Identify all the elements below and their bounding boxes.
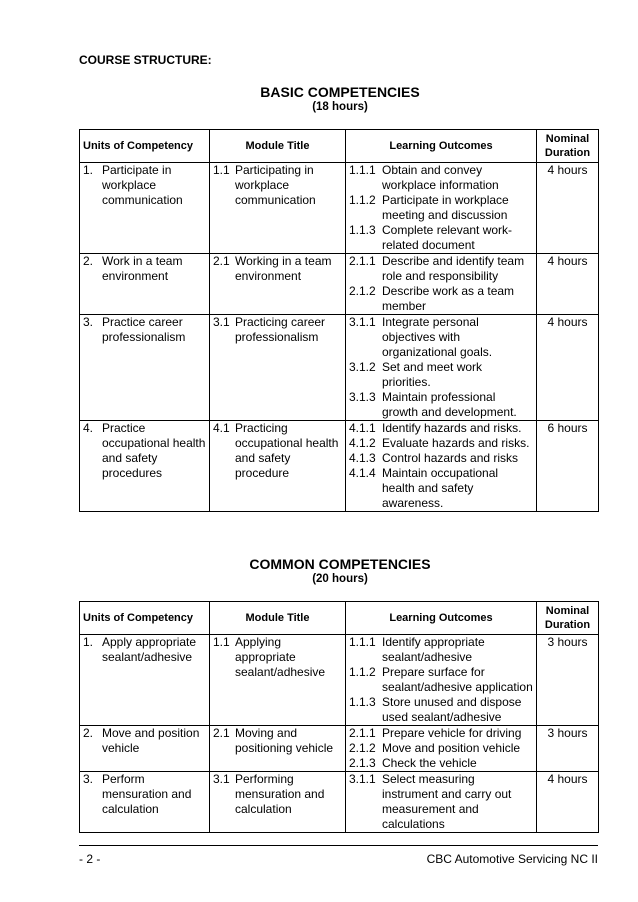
learning-outcome-item <box>349 390 533 420</box>
module-title: Practicing occupational health and safety procedure <box>235 421 339 480</box>
module-number: 2.1 <box>213 726 230 740</box>
outcome-number: 3.1.1 <box>349 315 376 329</box>
unit-title: Practice occupational health and safety procedures <box>102 421 206 480</box>
module-title: Moving and positioning vehicle <box>235 726 334 755</box>
outcome-text: Check the vehicle <box>382 756 477 770</box>
unit-title: Move and position vehicle <box>102 726 200 755</box>
unit-number: 3. <box>83 772 94 786</box>
learning-outcome-item <box>349 284 533 314</box>
outcome-text: Obtain and convey workplace information <box>382 163 499 192</box>
common-competencies-hours: (20 hours) <box>312 573 368 585</box>
nominal-duration-cell: 4 hours <box>537 772 599 833</box>
basic-competencies-hours: (18 hours) <box>312 101 368 113</box>
module-title: Performing mensuration and calculation <box>235 772 325 816</box>
unit-title: Work in a team environment <box>102 254 183 283</box>
learning-outcome-item <box>349 163 533 193</box>
outcome-number: 1.1.1 <box>349 635 376 649</box>
units-header: Units of Competency <box>80 602 210 635</box>
unit-of-competency-cell <box>80 163 210 254</box>
document-title: CBC Automotive Servicing NC II <box>426 852 598 866</box>
outcome-text: Participate in workplace meeting and discussion <box>382 193 509 222</box>
outcome-text: Maintain occupational health and safety awareness. <box>382 466 499 510</box>
outcome-number: 1.1.3 <box>349 695 376 709</box>
unit-of-competency-cell <box>80 421 210 512</box>
learning-outcome-item <box>349 421 533 436</box>
learning-outcome-item <box>349 772 533 832</box>
table-row <box>80 421 599 512</box>
outcome-number: 2.1.2 <box>349 741 376 755</box>
unit-number: 3. <box>83 315 94 329</box>
learning-outcomes-cell <box>346 421 537 512</box>
module-title-cell <box>210 772 346 833</box>
outcomes-header: Learning Outcomes <box>346 130 537 163</box>
unit-number: 2. <box>83 726 94 740</box>
outcome-text: Identify appropriate sealant/adhesive <box>382 635 485 664</box>
table-row <box>80 315 599 421</box>
module-number: 3.1 <box>213 315 230 329</box>
learning-outcome-item <box>349 665 533 695</box>
learning-outcome-item <box>349 315 533 360</box>
common-table-body <box>80 635 599 833</box>
outcome-text: Prepare vehicle for driving <box>382 726 522 740</box>
duration-header: Nominal Duration <box>537 130 599 163</box>
learning-outcome-item <box>349 726 533 741</box>
outcome-number: 1.1.3 <box>349 223 376 237</box>
unit-of-competency-cell <box>80 315 210 421</box>
unit-of-competency-cell <box>80 726 210 772</box>
outcome-number: 4.1.3 <box>349 451 376 465</box>
outcome-text: Prepare surface for sealant/adhesive application <box>382 665 533 694</box>
module-title: Participating in workplace communication <box>235 163 316 207</box>
duration-header: Nominal Duration <box>537 602 599 635</box>
learning-outcome-item <box>349 254 533 284</box>
learning-outcome-item <box>349 223 533 253</box>
outcome-text: Select measuring instrument and carry out measurement and calculations <box>382 772 512 831</box>
unit-number: 1. <box>83 163 94 177</box>
outcome-text: Integrate personal objectives with organizational goals. <box>382 315 493 359</box>
unit-of-competency-cell <box>80 772 210 833</box>
outcome-number: 2.1.1 <box>349 254 376 268</box>
outcome-number: 1.1.2 <box>349 193 376 207</box>
table-row <box>80 772 599 833</box>
basic-competencies-title: BASIC COMPETENCIES <box>260 84 420 100</box>
learning-outcome-item <box>349 466 533 511</box>
outcome-text: Move and position vehicle <box>382 741 521 755</box>
unit-title: Participate in workplace communication <box>102 163 183 207</box>
nominal-duration-cell: 4 hours <box>537 315 599 421</box>
outcome-number: 1.1.1 <box>349 163 376 177</box>
basic-competencies-table <box>79 129 599 512</box>
footer-divider <box>79 845 598 846</box>
outcome-text: Set and meet work priorities. <box>382 360 483 389</box>
unit-of-competency-cell <box>80 635 210 726</box>
outcome-number: 2.1.2 <box>349 284 376 298</box>
unit-number: 1. <box>83 635 94 649</box>
module-title: Practicing career professionalism <box>235 315 326 344</box>
module-title-cell <box>210 726 346 772</box>
outcome-text: Control hazards and risks <box>382 451 519 465</box>
outcome-text: Complete relevant work-related document <box>382 223 513 252</box>
module-number: 3.1 <box>213 772 230 786</box>
outcome-number: 4.1.1 <box>349 421 376 435</box>
outcome-text: Describe and identify team role and responsibility <box>382 254 525 283</box>
outcome-number: 2.1.3 <box>349 756 376 770</box>
learning-outcomes-cell <box>346 726 537 772</box>
learning-outcome-item <box>349 360 533 390</box>
table-row <box>80 163 599 254</box>
module-number: 4.1 <box>213 421 230 435</box>
basic-table-body <box>80 163 599 512</box>
learning-outcome-item <box>349 436 533 451</box>
table-header-row <box>80 602 599 635</box>
nominal-duration-cell: 6 hours <box>537 421 599 512</box>
unit-number: 4. <box>83 421 94 435</box>
module-header: Module Title <box>210 130 346 163</box>
nominal-duration-cell: 4 hours <box>537 254 599 315</box>
outcome-text: Describe work as a team member <box>382 284 515 313</box>
module-title-cell <box>210 635 346 726</box>
module-header: Module Title <box>210 602 346 635</box>
units-header: Units of Competency <box>80 130 210 163</box>
outcomes-header: Learning Outcomes <box>346 602 537 635</box>
learning-outcome-item <box>349 756 533 771</box>
unit-title: Apply appropriate sealant/adhesive <box>102 635 197 664</box>
learning-outcome-item <box>349 451 533 466</box>
common-competencies-table <box>79 601 599 833</box>
module-title-cell <box>210 163 346 254</box>
unit-number: 2. <box>83 254 94 268</box>
learning-outcomes-cell <box>346 772 537 833</box>
module-number: 1.1 <box>213 163 230 177</box>
learning-outcome-item <box>349 635 533 665</box>
nominal-duration-cell: 3 hours <box>537 635 599 726</box>
learning-outcome-item <box>349 193 533 223</box>
unit-of-competency-cell <box>80 254 210 315</box>
learning-outcomes-cell <box>346 254 537 315</box>
unit-title: Practice career professionalism <box>102 315 186 344</box>
module-title: Working in a team environment <box>235 254 332 283</box>
module-number: 2.1 <box>213 254 230 268</box>
outcome-number: 3.1.2 <box>349 360 376 374</box>
learning-outcomes-cell <box>346 163 537 254</box>
learning-outcomes-cell <box>346 315 537 421</box>
outcome-text: Store unused and dispose used sealant/adhesive <box>382 695 522 724</box>
module-number: 1.1 <box>213 635 230 649</box>
course-structure-label: COURSE STRUCTURE: <box>79 53 212 67</box>
outcome-number: 2.1.1 <box>349 726 376 740</box>
outcome-text: Evaluate hazards and risks. <box>382 436 530 450</box>
table-row <box>80 254 599 315</box>
outcome-text: Maintain professional growth and development. <box>382 390 517 419</box>
table-row <box>80 635 599 726</box>
learning-outcome-item <box>349 695 533 725</box>
module-title-cell <box>210 315 346 421</box>
module-title-cell <box>210 421 346 512</box>
outcome-number: 4.1.2 <box>349 436 376 450</box>
outcome-number: 3.1.3 <box>349 390 376 404</box>
table-header-row <box>80 130 599 163</box>
common-competencies-title: COMMON COMPETENCIES <box>249 556 431 572</box>
nominal-duration-cell: 4 hours <box>537 163 599 254</box>
outcome-number: 1.1.2 <box>349 665 376 679</box>
module-title-cell <box>210 254 346 315</box>
outcome-number: 3.1.1 <box>349 772 376 786</box>
outcome-number: 4.1.4 <box>349 466 376 480</box>
module-title: Applying appropriate sealant/adhesive <box>235 635 326 679</box>
learning-outcome-item <box>349 741 533 756</box>
unit-title: Perform mensuration and calculation <box>102 772 192 816</box>
nominal-duration-cell: 3 hours <box>537 726 599 772</box>
learning-outcomes-cell <box>346 635 537 726</box>
page-number: - 2 - <box>79 852 101 866</box>
outcome-text: Identify hazards and risks. <box>382 421 522 435</box>
table-row <box>80 726 599 772</box>
